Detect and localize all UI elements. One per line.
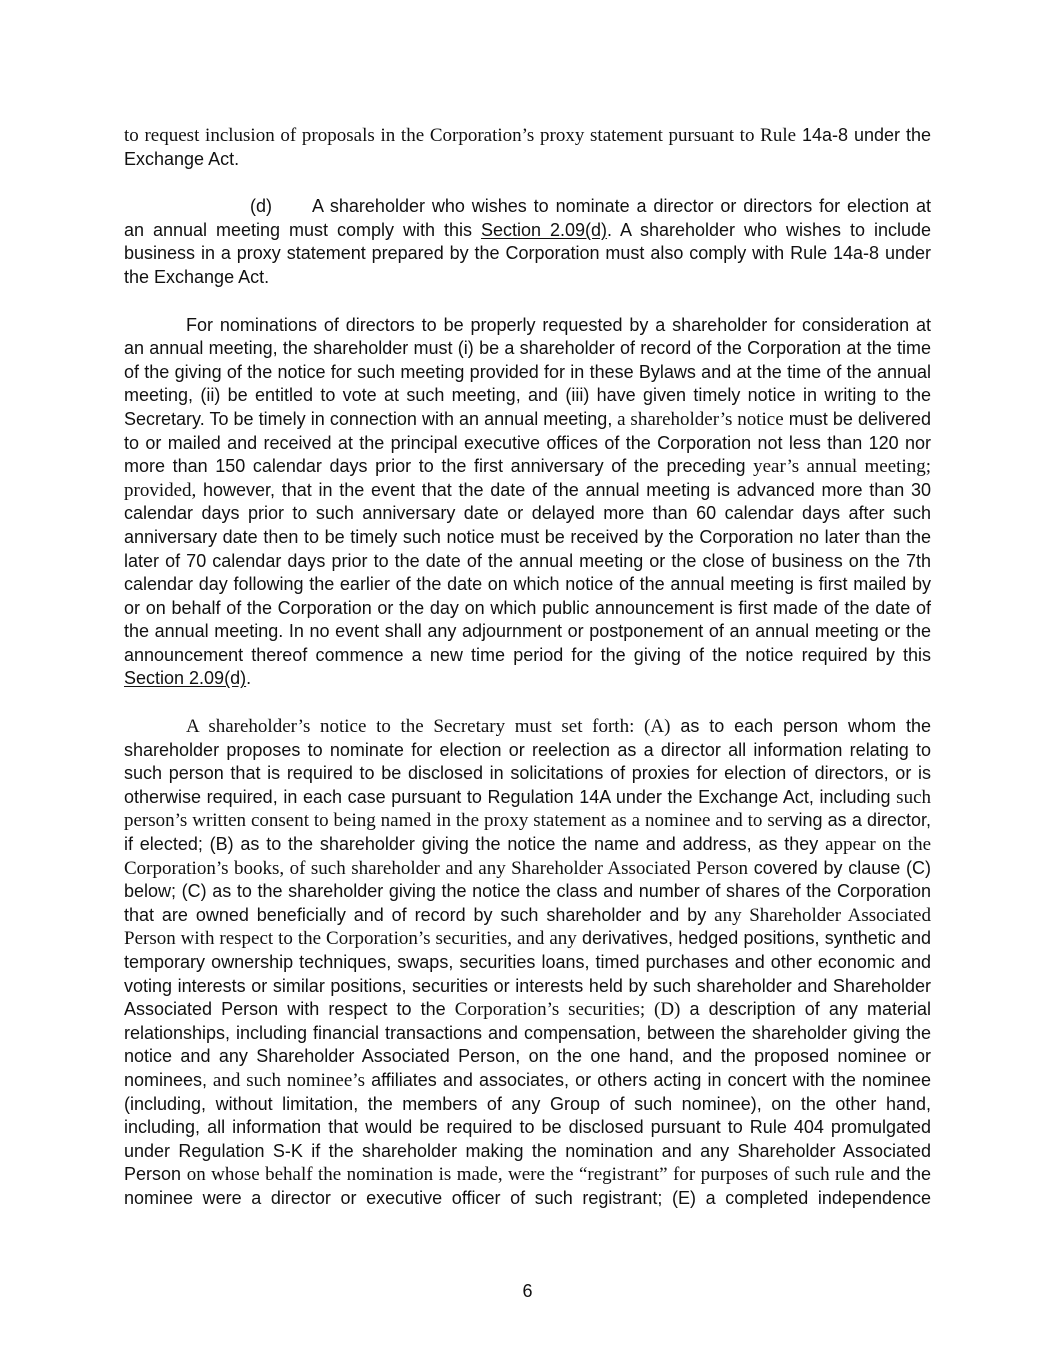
text-run: A shareholder who wishes to nominate a director or directors for election at an annual meeting must comply with this [124, 196, 931, 240]
subsection-label: (d) [250, 196, 272, 217]
text-run: affiliates and associates, or others acting in concert with the nominee (including, without limitation, the members of any Group of such nominee), on the other hand, including, all information that would be required to be disclosed pursuant to Rule 404 promulgated under Regulation S-K if the shareholder making the nomination and any Shareholder Associated Person [124, 1069, 931, 1185]
text-run: . A shareholder who wishes to include business in a proxy statement prepared by the Corporation must also comply with Rule 14a-8 under the Exchange Act. [124, 219, 931, 287]
text-run: a description of any material relationships, including financial transactions and compensation, between the shareholder giving the notice and any Shareholder Associated Person, on the one hand, and the proposed nominee or nominees, [124, 999, 931, 1090]
text-run: Corporation’s securities; (D) [454, 999, 681, 1021]
text-run: such person’s written consent to being named in the proxy statement as a nominee and to ser [124, 786, 931, 832]
text-run: on whose behalf the nomination is made, were the “registrant” for purposes of such rule [186, 1164, 865, 1186]
text-run: . [246, 668, 252, 689]
text-run: derivatives, hedged positions, synthetic and temporary ownership techniques, swaps, securities loans, timed purchases and other economic and voting interests or similar positions, securities or interests held by such shareholder and Shareholder Associated Person with respect to the [124, 928, 931, 1020]
paragraph-subsection-d [124, 195, 931, 289]
text-run: as to each person whom the shareholder proposes to nominate for election or reelection as a director all information relating to such person that is required to be disclosed in solicitations of proxies for election of directors, or is otherwise required, in each case pursuant to Regulation 14A under the Exchange Act, including [124, 716, 931, 807]
text-run: any Shareholder Associated Person with respect to the Corporation’s securities, and any [124, 904, 931, 950]
document-body [124, 124, 931, 1235]
section-reference: Section 2.09(d) [124, 668, 247, 689]
text-run: however, that in the event that the date of the annual meeting is advanced more than 30 calendar days prior to such anniversary date or delayed more than 60 calendar days after such anniversary date then to be timely such notice must be received by the Corporation no later than the later of 70 calendar days prior to the date of the annual meeting or the close of business on the 7th calendar day following the earlier of the date on which notice of the annual meeting is first mailed by or on behalf of the Corporation or the day on which public announcement is first made of the date of the annual meeting. In no event shall any adjournment or postponement of an annual meeting or the announcement thereof commence a new time period for the giving of the notice required by this [124, 479, 931, 665]
section-reference: Section 2.09(d) [480, 219, 607, 240]
text-run: 14a-8 under the Exchange Act. [124, 125, 931, 169]
text-run: A shareholder’s notice to the Secretary must set forth: (A) [186, 716, 671, 738]
text-run: and such nominee’s [207, 1069, 365, 1091]
paragraph-continuation [124, 124, 931, 171]
text-run: appear on the Corporation’s books, of such shareholder and any Shareholder Associated Person [124, 834, 931, 879]
text-run: to request inclusion of proposals in the Corporation’s proxy statement pursuant to Rule [124, 125, 797, 146]
text-run: ving as a director, if elected; (B) as to the shareholder giving the notice the name and address, as they [124, 810, 932, 855]
text-run: For nominations of directors to be properly requested by a shareholder for consideration at an annual meeting, the shareholder must (i) be a shareholder of record of the Corporation at the time of the giving of the notice for such meeting provided for in these Bylaws and at the time of the annual meeting, (ii) be entitled to vote at such meeting, and (iii) have given timely notice in writing to the Secretary. To be timely in connection with an annual meeting, [124, 314, 931, 429]
text-run: covered by clause (C) below; (C) as to the shareholder giving the notice the class and number of shares of the Corporation that are owned beneficially and of record by such shareholder and by [124, 857, 931, 925]
text-run: must be delivered to or mailed and received at the principal executive offices of the Corporation not less than 120 nor more than 150 calendar days prior to the first anniversary of the preceding [124, 408, 932, 477]
paragraph-notice-contents [124, 715, 931, 1210]
page-number: 6 [522, 1281, 533, 1301]
text-run: a shareholder’s notice [612, 408, 784, 430]
text-run: year’s annual meeting; provided, [124, 456, 932, 501]
text-run: and the nominee were a director or executive officer of such registrant; (E) a completed independence [124, 1164, 931, 1208]
paragraph-nominations [124, 314, 931, 692]
